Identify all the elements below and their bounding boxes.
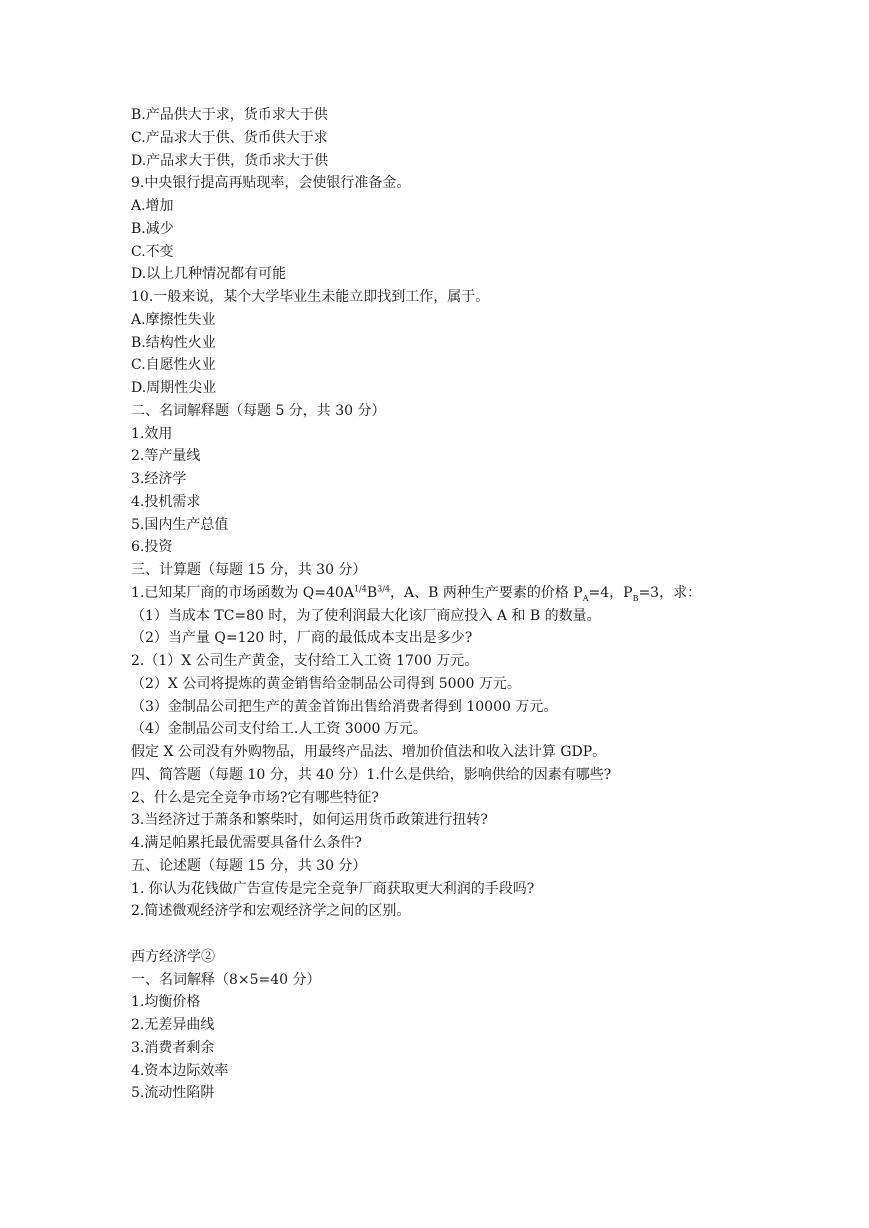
formula-mid2: =4，P [588, 585, 633, 601]
text-line: 4.满足帕累托最优需要具备什么条件? [131, 835, 362, 851]
text-line: 2、什么是完全竞争市场?它有哪些特征? [131, 790, 379, 806]
text-line: C.产品求大于供、货币供大于求 [131, 130, 328, 146]
formula-prefix: 1.已知某厂商的市场函数为 Q=40A [131, 585, 354, 601]
text-line: D.以上几种情况都有可能 [131, 266, 287, 282]
text-line: B.结构性火业 [131, 335, 216, 351]
section-heading: 二、名词解释题（每题 5 分，共 30 分） [131, 403, 386, 419]
text-line: 3.经济学 [131, 471, 187, 487]
text-line: 2.无差异曲线 [131, 1017, 215, 1033]
text-line: C.不变 [131, 244, 174, 260]
subscript-b: B [632, 593, 639, 603]
text-line: 5.国内生产总值 [131, 517, 229, 533]
document-title: 西方经济学② [131, 949, 215, 965]
text-line: 2.（1）X 公司生产黄金，支付给工入工资 1700 万元。 [131, 653, 479, 669]
text-line: 2.简述微观经济学和宏观经济学之间的区别。 [131, 903, 411, 919]
text-line: 2.等产量线 [131, 448, 201, 464]
formula-mid: ，A、B 两种生产要素的价格 P [390, 585, 583, 601]
section-heading: 三、计算题（每题 15 分，共 30 分） [131, 562, 367, 578]
question-text: 9.中央银行提高再贴现率，会使银行准备金。 [131, 175, 411, 191]
section-heading: 五、论述题（每题 15 分，共 30 分） [131, 858, 367, 874]
text-line: 3.当经济过于萧条和繁柴时，如何运用货币政策进行扭转? [131, 812, 488, 828]
blank-line [131, 923, 809, 945]
section-heading: 四、简答题（每题 10 分，共 40 分）1.什么是供给，影响供给的因素有哪些? [131, 767, 612, 783]
text-line: 1. 你认为花钱做广告宣传是完全竞争厂商获取更大利润的手段吗? [131, 881, 535, 897]
formula-line [131, 582, 809, 604]
text-line: C.自愿性火业 [131, 357, 216, 373]
subscript-a: A [582, 593, 589, 603]
section-heading: 一、名词解释（8×5=40 分） [131, 972, 321, 988]
text-line: D.产品求大于供，货币求大于供 [131, 153, 329, 169]
text-line: （4）金制品公司支付给工.人工资 3000 万元。 [131, 721, 427, 737]
text-line: 假定 X 公司没有外购物品，用最终产品法、增加价值法和收入法计算 GDP。 [131, 744, 607, 760]
formula-suffix: =3，求： [638, 585, 702, 601]
text-line: A.摩擦性失业 [131, 312, 216, 328]
exponent-a: 1/4 [353, 584, 367, 594]
text-line: 6.投资 [131, 539, 173, 555]
question-text: 10.一般来说，某个大学毕业生未能立即找到工作，属于。 [131, 289, 490, 305]
text-line: 3.消费者剩余 [131, 1040, 215, 1056]
text-line: B.减少 [131, 221, 174, 237]
text-line: B.产品供大于求，货币求大于供 [131, 107, 328, 123]
text-line: A.增加 [131, 198, 174, 214]
text-line: 5.流动性陷阱 [131, 1085, 215, 1101]
text-line: 4.资本边际效率 [131, 1063, 229, 1079]
text-line: （1）当成本 TC=80 时，为了使利润最大化该厂商应投入 A 和 B 的数量。 [131, 608, 601, 624]
exponent-b: 3/4 [377, 584, 390, 594]
formula-b: B [366, 585, 378, 601]
text-line: 1.均衡价格 [131, 994, 201, 1010]
text-line: （2）X 公司将提炼的黄金销售给金制品公司得到 5000 万元。 [131, 676, 521, 692]
text-line: D.周期性尖业 [131, 380, 217, 396]
text-line: 4.投机需求 [131, 494, 201, 510]
text-line: （3）金制品公司把生产的黄金首饰出售给消费者得到 10000 万元。 [131, 699, 558, 715]
text-line: 1.效用 [131, 426, 173, 442]
text-line: （2）当产量 Q=120 时，厂商的最低成本支出是多少? [131, 630, 473, 646]
